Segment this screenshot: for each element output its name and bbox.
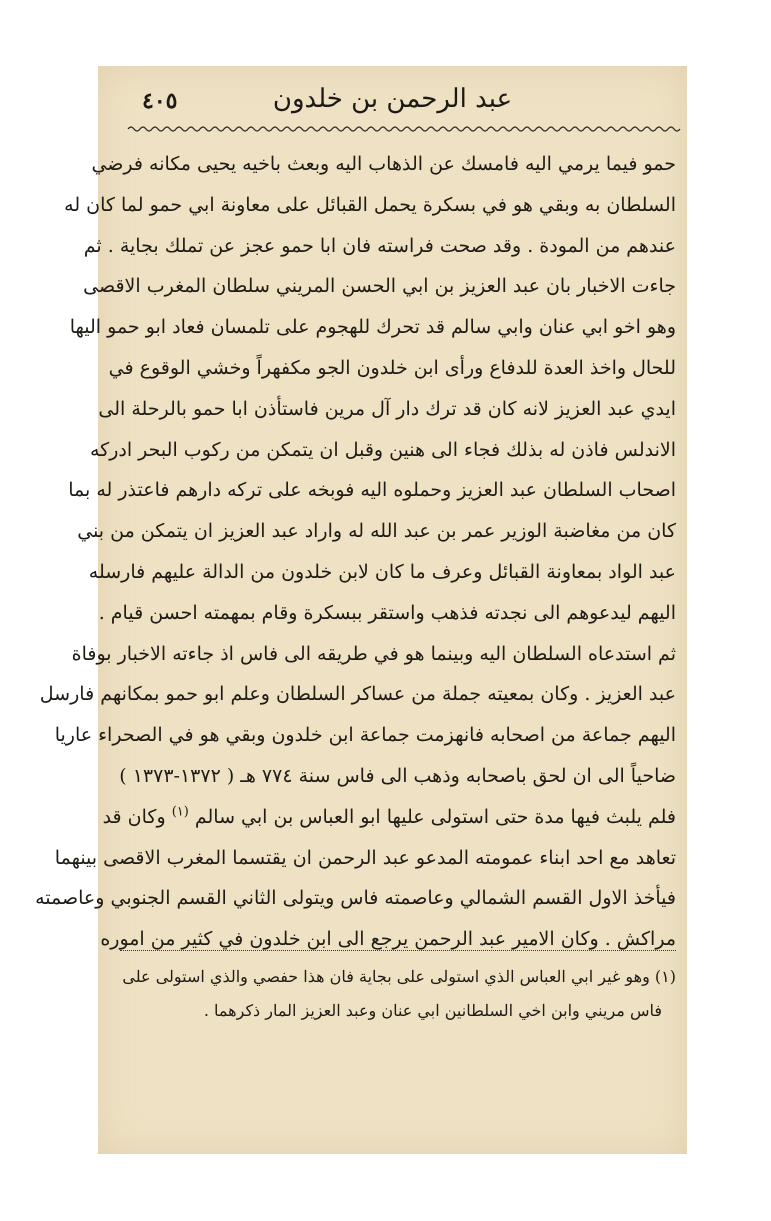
text-line: وهو اخو ابي عنان وابي سالم قد تحرك للهجوم على تلمسان فعاد ابو حمو اليها	[69, 316, 676, 339]
text-segment: فلم يلبث فيها مدة حتى استولى عليها ابو العباس بن ابي سالم	[194, 805, 676, 828]
text-line: مراكش . وكان الامير عبد الرحمن يرجع الى ابن خلدون في كثير من اموره	[100, 928, 676, 951]
text-line: للحال واخذ العدة للدفاع ورأى ابن خلدون الجو مكفهراً وخشي الوقوع في	[108, 356, 676, 379]
text-line: عبد الواد بمعاونة القبائل وعرف ما كان لابن خلدون من الدالة عليهم فارسله	[88, 560, 676, 583]
text-line: عندهم من المودة . وقد صحت فراسته فان ابا حمو عجز عن تملك بجاية . ثم	[83, 234, 676, 257]
footnote-separator	[120, 950, 676, 951]
footnotes	[120, 960, 676, 1028]
page-header	[98, 84, 687, 124]
text-line: اصحاب السلطان عبد العزيز وحملوه اليه فوبخه على تركه دارهم فاعتذر له بما	[68, 479, 676, 502]
footnote-marker: (١)	[171, 804, 189, 820]
text-line: تعاهد مع احد ابناء عمومته المدعو عبد الرحمن ان يقتسما المغرب الاقصى بينهما	[54, 846, 676, 869]
text-line: عبد العزيز . وكان بمعيته جملة من عساكر السلطان وعلم ابو حمو بمكانهم فارسل	[39, 683, 676, 706]
footnote-line: (١) وهو غير ابي العباس الذي استولى على بجاية فان هذا حفصي والذي استولى على	[122, 967, 676, 986]
text-line: جاءت الاخبار بان عبد العزيز بن ابي الحسن المريني سلطان المغرب الاقصى	[83, 275, 676, 298]
body-text	[35, 144, 676, 960]
text-line: الاندلس فاذن له بذلك فجاء الى هنين وقبل ان يتمكن من ركوب البحر ادركه	[90, 438, 676, 461]
text-line: حمو فيما يرمي اليه فامسك عن الذهاب اليه وبعث باخيه يحيى مكانه فرضي	[91, 153, 676, 175]
footnote-line: فاس مريني وابن اخي السلطانين ابي عنان وعبد العزيز المار ذكرهما .	[203, 1001, 662, 1020]
text-line-with-footnote	[102, 797, 676, 838]
book-page	[35, 66, 687, 1154]
text-segment: وكان قد	[102, 805, 166, 828]
text-line: اليهم جماعة من اصحابه فانهزمت جماعة ابن خلدون وبقي هو في الصحراء عاريا	[54, 724, 676, 747]
text-line: اليهم ليدعوهم الى نجدته فذهب واستقر ببسكرة وقام بمهمته احسن قيام .	[98, 601, 676, 624]
header-wavy-rule	[128, 124, 676, 134]
text-line: السلطان به وبقي هو في بسكرة يحمل القبائل على معاونة ابي حمو لما كان له	[64, 193, 676, 216]
page-number: ٤٠٥	[142, 88, 178, 114]
text-line: فيأخذ الاول القسم الشمالي وعاصمته فاس ويتولى الثاني القسم الجنوبي وعاصمته	[35, 887, 676, 910]
text-line: كان من مغاضبة الوزير عمر بن عبد الله له واراد عبد العزيز ان يتمكن من بني	[77, 520, 676, 543]
running-title: عبد الرحمن بن خلدون	[272, 84, 513, 114]
text-line: ايدي عبد العزيز لانه كان قد ترك دار آل مرين فاستأذن ابا حمو بالرحلة الى	[98, 397, 676, 420]
text-line: ثم استدعاه السلطان اليه وبينما هو في طريقه الى فاس اذ جاءته الاخبار بوفاة	[71, 642, 676, 665]
text-line: ضاحياً الى ان لحق باصحابه وذهب الى فاس سنة ٧٧٤ هـ ( ١٣٧٢-١٣٧٣ )	[119, 764, 676, 787]
